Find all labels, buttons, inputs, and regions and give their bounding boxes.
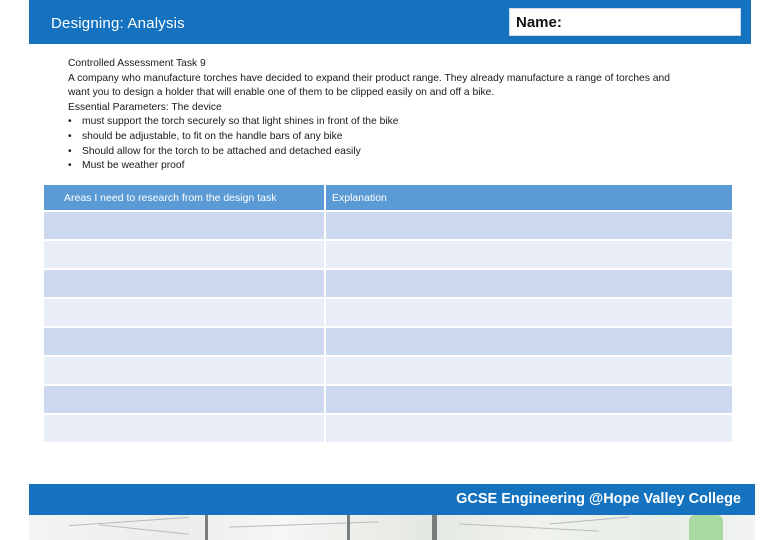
table-row <box>44 357 732 384</box>
table-row <box>44 241 732 268</box>
explanation-cell[interactable] <box>326 270 732 297</box>
header-bar <box>29 0 751 44</box>
table-row <box>44 328 732 355</box>
parameter-item: • should be adjustable, to fit on the handle bars of any bike <box>68 130 748 145</box>
parameter-item: • Should allow for the torch to be attached and detached easily <box>68 145 748 160</box>
table-header-row <box>44 185 732 210</box>
research-area-cell[interactable] <box>44 241 324 268</box>
page-title: Designing: Analysis <box>51 15 185 32</box>
explanation-cell[interactable] <box>326 299 732 326</box>
task-description-line-2: want you to design a holder that will enable one of them to be clipped easily on and off a bike. <box>68 87 495 99</box>
table-row <box>44 299 732 326</box>
sketch-background-image <box>29 515 755 540</box>
table-row <box>44 415 732 442</box>
task-brief <box>68 57 748 174</box>
research-area-cell[interactable] <box>44 386 324 413</box>
footer-text: GCSE Engineering @Hope Valley College <box>456 491 741 507</box>
parameter-item: • must support the torch securely so that light shines in front of the bike <box>68 115 748 130</box>
research-area-cell[interactable] <box>44 415 324 442</box>
explanation-cell[interactable] <box>326 357 732 384</box>
footer-bar <box>29 484 755 515</box>
explanation-cell[interactable] <box>326 241 732 268</box>
research-area-cell[interactable] <box>44 212 324 239</box>
research-area-cell[interactable] <box>44 357 324 384</box>
name-field[interactable] <box>509 8 741 36</box>
research-area-cell[interactable] <box>44 299 324 326</box>
parameters-list <box>68 115 748 173</box>
parameter-item: • Must be weather proof <box>68 159 748 174</box>
explanation-cell[interactable] <box>326 328 732 355</box>
research-area-cell[interactable] <box>44 270 324 297</box>
header-research-areas: Areas I need to research from the design task <box>44 185 324 210</box>
research-table <box>42 183 734 444</box>
research-area-cell[interactable] <box>44 328 324 355</box>
explanation-cell[interactable] <box>326 386 732 413</box>
parameters-heading: Essential Parameters: The device <box>68 101 222 113</box>
task-heading: Controlled Assessment Task 9 <box>68 58 206 69</box>
table-row <box>44 212 732 239</box>
task-description-line-1: A company who manufacture torches have decided to expand their product range. They already manufacture a range of torches and <box>68 72 670 84</box>
table-row <box>44 386 732 413</box>
name-label: Name: <box>516 14 562 31</box>
table-row <box>44 270 732 297</box>
header-explanation: Explanation <box>326 185 732 210</box>
explanation-cell[interactable] <box>326 415 732 442</box>
explanation-cell[interactable] <box>326 212 732 239</box>
